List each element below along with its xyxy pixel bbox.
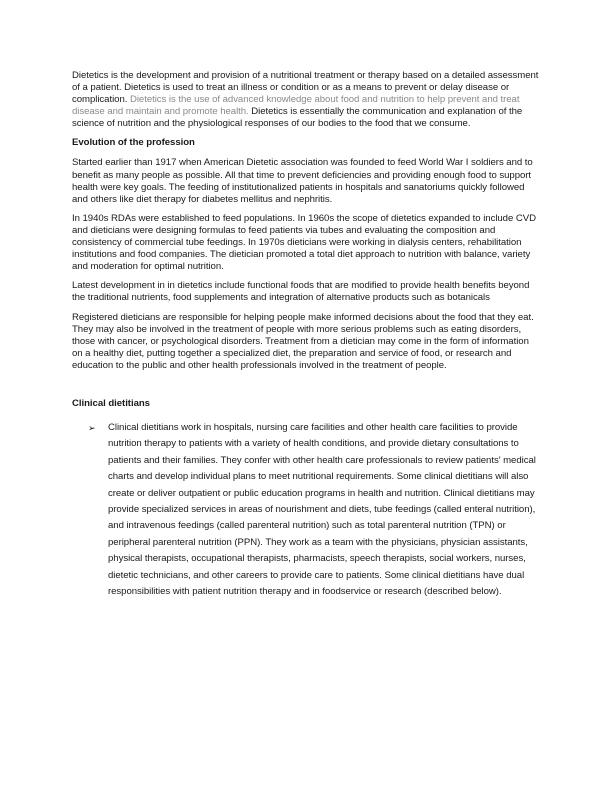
evolution-paragraph-2: In 1940s RDAs were established to feed populations. In 1960s the scope of dietetics expanded to include CVD and dieticians were designing formulas to feed patients via tubes and evaluating the composition and consistency of commercial tube feedings. In 1970s dieticians were working in dialysis centers, rehabilitation institutions and food companies. The dietician promoted a total diet approach to nutrition with balance, variety and moderation for optimal nutrition.: [72, 212, 536, 273]
list-item: [72, 420, 542, 600]
intro-text-1: Dietetics is the development and provision of a nutritional treatment or therapy based on a detailed assessment of a patient. Dietetics is used to treat an illness or condition or as a means to prevent or delay disease or complication.: [72, 70, 539, 106]
arrow-bullet-icon: ➢: [88, 422, 96, 433]
clinical-bullet-text: Clinical dietitians work in hospitals, nursing care facilities and other health care facilities to provide nutrition therapy to patients with a variety of health conditions, and provide dietary consultations to patients and their families. They confer with other health care professionals to review patients' medical charts and develop individual plans to meet nutritional requirements. Some clinical dietitians will also create or deliver outpatient or public education programs in health and nutrition. Clinical dietitians may provide specialized services in areas of nourishment and diets, tube feedings (called enteral nutrition), and intravenous feedings (called parenteral nutrition) such as total parenteral nutrition (TPN) or peripheral parenteral nutrition (PPN). They work as a team with the physicians, physician assistants, physical therapists, occupational therapists, pharmacists, speech therapists, social workers, nurses, dietetic technicians, and other careers to provide care to patients. Some clinical dietitians have dual responsibilities with patient nutrition therapy and in foodservice or research (described below).: [108, 421, 536, 598]
document-page: [72, 70, 542, 600]
intro-text-grey: Dietetics is the use of advanced knowledge about food and nutrition to help prevent and treat disease and maintain and promote health.: [72, 94, 520, 118]
evolution-paragraph-4: Registered dieticians are responsible for helping people make informed decisions about the food that they eat. They may also be involved in the treatment of people with more serious problems such as eating disorders, those with cancer, or psychological disorders. Treatment from a dietician may come in the form of information on a healthy diet, putting together a specialized diet, the preparation and service of food, or research and education to the public and other health professionals involved in the treatment of people.: [72, 311, 534, 371]
clinical-bullet-list: [72, 420, 542, 600]
evolution-paragraph-1: Started earlier than 1917 when American Dietetic association was founded to feed World War I soldiers and to benefit as many people as possible. All that time to prevent deficiencies and providing enough food to support health were key goals. The feeding of institutionalized patients in hospitals and sanatoriums quickly followed and others like diet therapy for diabetes mellitus and nephritis.: [72, 157, 533, 205]
clinical-heading: Clinical dietitians: [72, 397, 150, 409]
evolution-heading: Evolution of the profession: [72, 137, 195, 149]
evolution-paragraph-3: Latest development in in dietetics include functional foods that are modified to provide health benefits beyond the traditional nutrients, food supplements and integration of alternative products such as botanicals: [72, 280, 530, 304]
intro-text-3: Dietetics is essentially the communication and explanation of the science of nutrition and the physiological responses of our bodies to the food that we consume.: [72, 106, 523, 130]
intro-paragraph: [72, 70, 542, 130]
